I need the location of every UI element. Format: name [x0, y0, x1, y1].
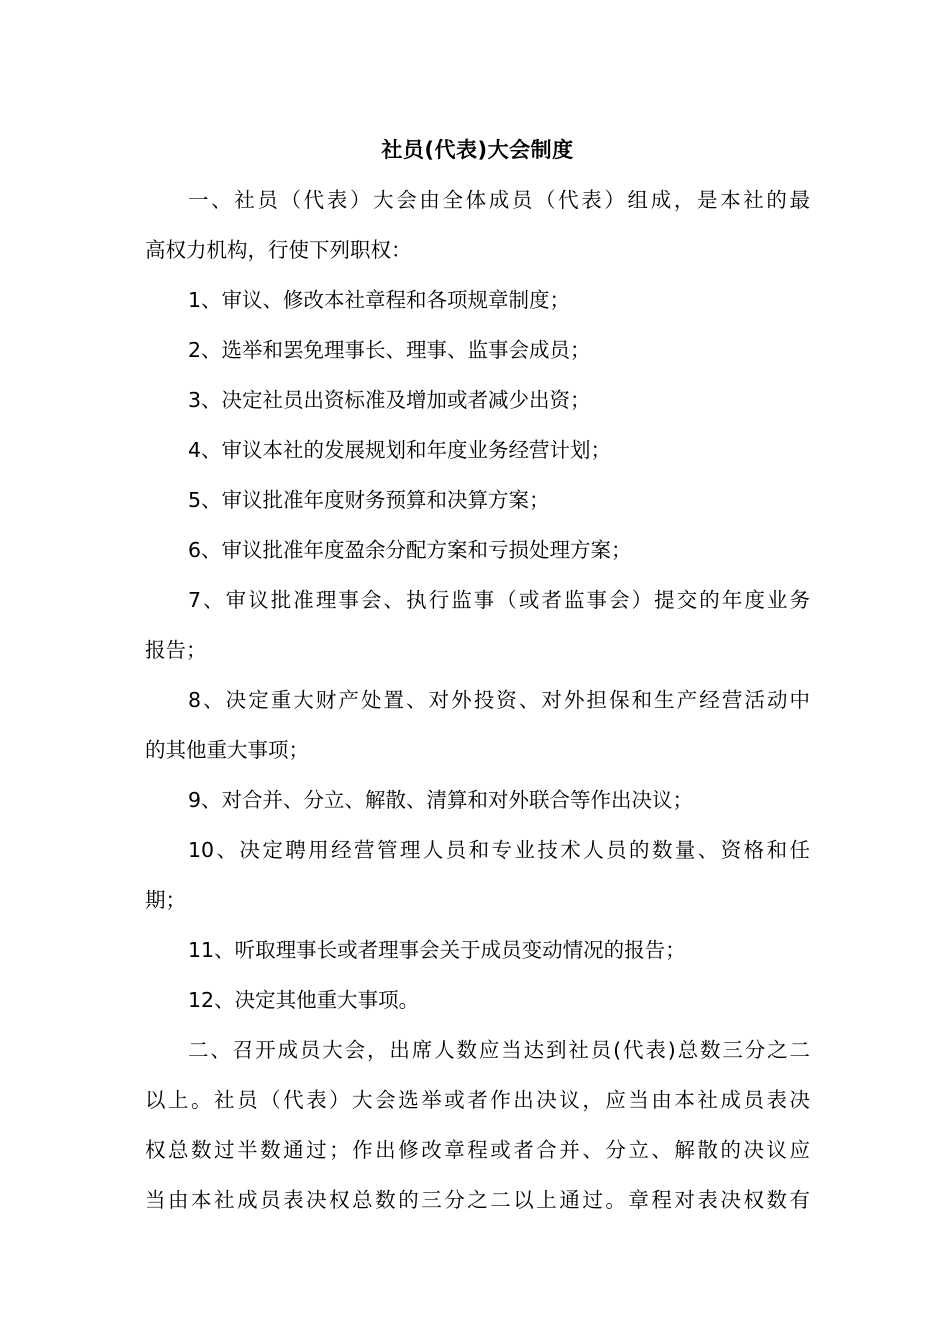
paragraph-line: 6、审议批准年度盈余分配方案和亏损处理方案；	[188, 538, 632, 562]
paragraph-line: 报告；	[145, 638, 207, 662]
document-title: 社员(代表)大会制度	[381, 138, 574, 162]
paragraph-line: 5、审议批准年度财务预算和决算方案；	[188, 488, 550, 512]
paragraph-line: 当由本社成员表决权总数的三分之二以上通过。章程对表决权数有	[145, 1188, 810, 1212]
paragraph-line: 8、决定重大财产处置、对外投资、对外担保和生产经营活动中	[188, 688, 810, 712]
paragraph-line: 权总数过半数通过；作出修改章程或者合并、分立、解散的决议应	[145, 1138, 810, 1162]
paragraph-line: 以上。社员（代表）大会选举或者作出决议，应当由本社成员表决	[145, 1088, 810, 1112]
paragraph-line: 12、决定其他重大事项。	[188, 988, 420, 1012]
list-item-6	[145, 525, 810, 575]
paragraph-line: 7、审议批准理事会、执行监事（或者监事会）提交的年度业务	[188, 588, 810, 612]
list-item-10	[145, 825, 810, 925]
paragraph-line: 一、社员（代表）大会由全体成员（代表）组成，是本社的最	[188, 188, 810, 212]
list-item-4	[145, 425, 810, 475]
list-item-8	[145, 675, 810, 775]
list-item-7	[145, 575, 810, 675]
list-item-11	[145, 925, 810, 975]
paragraph-line: 的其他重大事项；	[145, 738, 309, 762]
paragraph-line: 9、对合并、分立、解散、清算和对外联合等作出决议；	[188, 788, 694, 812]
paragraph-line: 3、决定社员出资标准及增加或者减少出资；	[188, 388, 591, 412]
list-item-1	[145, 275, 810, 325]
list-item-2	[145, 325, 810, 375]
paragraph-line: 期；	[145, 888, 186, 912]
paragraph-line: 11、听取理事长或者理事会关于成员变动情况的报告；	[188, 938, 686, 962]
paragraph-line: 4、审议本社的发展规划和年度业务经营计划；	[188, 438, 612, 462]
list-item-9	[145, 775, 810, 825]
paragraph-1	[145, 175, 810, 275]
paragraph-line: 10、决定聘用经营管理人员和专业技术人员的数量、资格和任	[188, 838, 810, 862]
list-item-3	[145, 375, 810, 425]
paragraph-line: 二、召开成员大会，出席人数应当达到社员(代表)总数三分之二	[188, 1038, 810, 1062]
list-item-12	[145, 975, 810, 1025]
list-item-5	[145, 475, 810, 525]
paragraph-line: 1、审议、修改本社章程和各项规章制度；	[188, 288, 571, 312]
paragraph-2	[145, 1025, 810, 1225]
paragraph-line: 高权力机构，行使下列职权：	[145, 238, 412, 262]
paragraph-line: 2、选举和罢免理事长、理事、监事会成员；	[188, 338, 591, 362]
